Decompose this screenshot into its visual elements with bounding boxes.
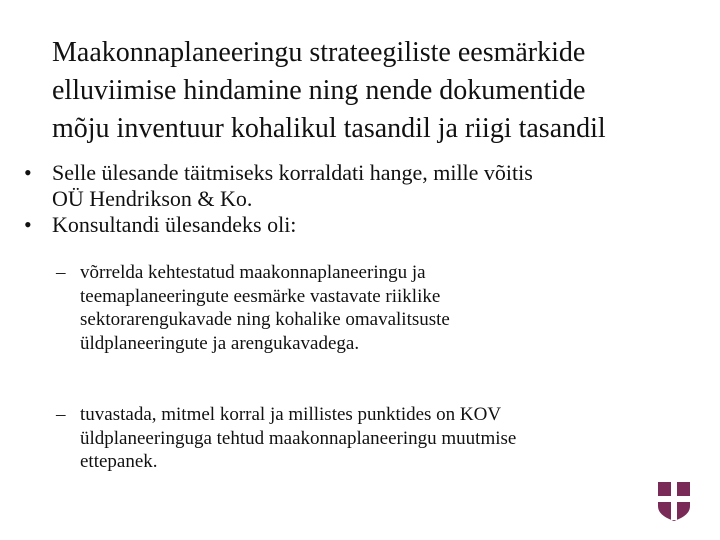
sub-bullet-text-line: teemaplaneeringute eesmärke vastavate riiklike xyxy=(80,285,441,307)
bullet-text-line: OÜ Hendrikson & Ko. xyxy=(52,186,253,211)
sub-bullet-text-line: üldplaneeringute ja arengukavadega. xyxy=(80,332,360,354)
sub-bullet-text-line: üldplaneeringuga tehtud maakonnaplaneeringu muutmise xyxy=(80,427,517,449)
sub-bullet-marker: – xyxy=(56,404,66,425)
title-line: mõju inventuur kohalikul tasandil ja riigi tasandil xyxy=(52,113,606,144)
sub-bullet-marker: – xyxy=(56,262,66,283)
sub-bullet-text xyxy=(80,261,450,355)
slide-title xyxy=(52,34,702,148)
bullet-marker: • xyxy=(24,212,32,237)
shield-cross-icon xyxy=(656,480,692,522)
sub-bullet-text-line: tuvastada, mitmel korral ja millistes punktides on KOV xyxy=(80,404,502,425)
bullet-text-line: Konsultandi ülesandeks oli: xyxy=(52,212,297,237)
bullet-marker: • xyxy=(24,160,32,185)
bullet-list xyxy=(0,160,720,238)
bullet-item xyxy=(0,212,720,238)
title-line: elluviimise hindamine ning nende dokumentide xyxy=(52,75,586,106)
sub-bullet-text-line: ettepanek. xyxy=(80,451,158,472)
bullet-text-line: Selle ülesande täitmiseks korraldati hange, mille võitis xyxy=(52,160,533,185)
bullet-item xyxy=(0,160,720,212)
cross-horizontal xyxy=(658,496,690,502)
sub-bullet-text-line: võrrelda kehtestatud maakonnaplaneeringu ja xyxy=(80,262,426,283)
title-line: Maakonnaplaneeringu strateegiliste eesmärkide xyxy=(52,37,586,68)
sub-bullet-text-line: sektorarengukavade ning kohalike omavalitsuste xyxy=(80,309,450,330)
sub-bullet-text xyxy=(80,403,516,474)
